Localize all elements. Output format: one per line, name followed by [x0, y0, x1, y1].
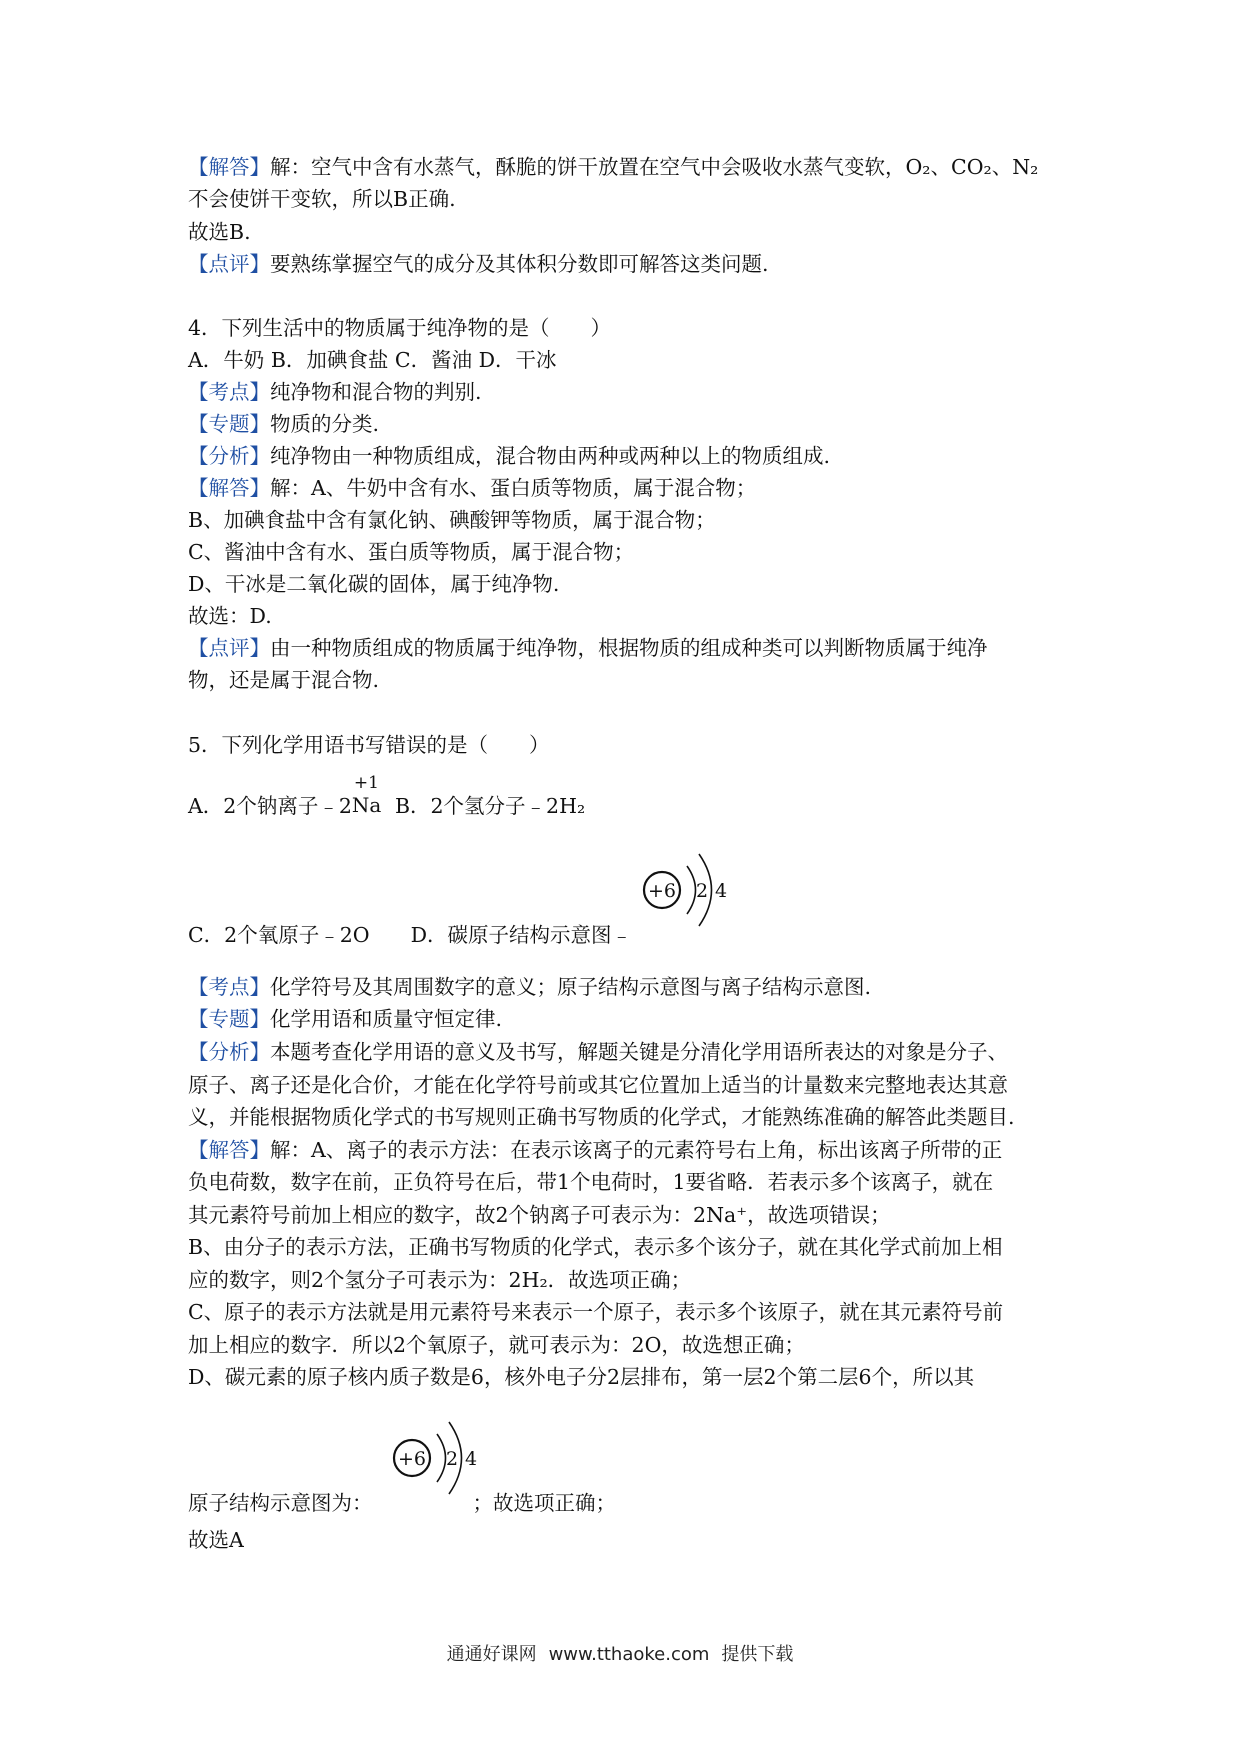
answer-tag: 【解答】 [188, 1138, 270, 1162]
q5-fenxi-3: 义，并能根据物质化学式的书写规则正确书写物质的化学式，才能熟练准确的解答此类题目. [188, 1105, 1015, 1129]
q5-kaodian-line [188, 977, 871, 998]
q4-comment-line [188, 638, 988, 659]
q4-options: A．牛奶 B．加碘食盐 C．酱油 D．干冰 [188, 348, 557, 372]
q5-fenxi-1: 本题考查化学用语的意义及书写，解题关键是分清化学用语所表达的对象是分子、 [270, 1040, 1008, 1064]
comment-tag: 【点评】 [188, 252, 270, 276]
q5-ans-7: 加上相应的数字．所以2个氧原子，就可表示为：2O，故选想正确； [188, 1333, 805, 1357]
kaodian-tag: 【考点】 [188, 380, 270, 404]
q5-ans-3: 其元素符号前加上相应的数字，故2个钠离子可表示为：2Na⁺，故选项错误； [188, 1203, 891, 1227]
shell-2-count: 4 [464, 1448, 478, 1470]
q3-comment-line [188, 254, 769, 275]
q5-ans-9-post: ；故选项正确； [472, 1491, 616, 1515]
shell-arc-1 [437, 1434, 446, 1482]
q5-ans-8: D、碳元素的原子核内质子数是6，核外电子分2层排布，第一层2个第二层6个，所以其 [188, 1365, 975, 1389]
fenxi-tag: 【分析】 [188, 444, 270, 468]
page-footer [0, 1640, 1240, 1666]
q4-comment-1: 由一种物质组成的物质属于纯净物，根据物质的组成种类可以判断物质属于纯净 [270, 636, 988, 660]
q3-comment-text: 要熟练掌握空气的成分及其体积分数即可解答这类问题. [270, 252, 769, 276]
q5-answer-line [188, 1140, 1002, 1161]
na-valence-symbol [351, 773, 382, 817]
q5-choice: 故选A [188, 1528, 244, 1552]
q5-ans-2: 负电荷数，数字在前，正负符号在后，带1个电荷时，1要省略．若表示多个该离子，就在 [188, 1170, 994, 1194]
shell-1-count: 2 [695, 880, 709, 902]
q4-answer-a: 解：A、牛奶中含有水、蛋白质等物质，属于混合物； [270, 476, 757, 500]
q5-opt-a-prefix: A．2个钠离子﹣2 [188, 794, 352, 818]
q3-answer-cont: 不会使饼干变软，所以B正确. [188, 187, 456, 211]
answer-tag: 【解答】 [188, 476, 270, 500]
q4-stem: 4．下列生活中的物质属于纯净物的是（ ） [188, 316, 612, 340]
kaodian-tag: 【考点】 [188, 975, 270, 999]
q5-kaodian-text: 化学符号及其周围数字的意义；原子结构示意图与离子结构示意图. [270, 975, 872, 999]
shell-1-count: 2 [445, 1448, 459, 1470]
q3-answer-line [188, 157, 1038, 178]
q5-ans-4: B、由分子的表示方法，正确书写物质的化学式，表示多个该分子，就在其化学式前加上相 [188, 1235, 1003, 1259]
answer-tag: 【解答】 [188, 155, 270, 179]
q4-fenxi-line [188, 446, 830, 467]
footer-site: 通通好课网 [446, 1644, 537, 1665]
q3-choice: 故选B. [188, 220, 251, 244]
footer-url[interactable]: www.tthaoke.com [548, 1644, 710, 1665]
q5-ans-1: 解：A、离子的表示方法：在表示该离子的元素符号右上角，标出该离子所带的正 [270, 1138, 1003, 1162]
q4-answer-b: B、加碘食盐中含有氯化钠、碘酸钾等物质，属于混合物； [188, 508, 716, 532]
zhuanti-tag: 【专题】 [188, 1007, 270, 1031]
q5-zhuanti-text: 化学用语和质量守恒定律. [270, 1007, 503, 1031]
q4-choice: 故选：D. [188, 604, 272, 628]
q5-fenxi-line [188, 1042, 1008, 1063]
zhuanti-tag: 【专题】 [188, 412, 270, 436]
q4-kaodian-line [188, 382, 482, 403]
nucleus-label: +6 [647, 880, 677, 902]
shell-2-count: 4 [714, 880, 728, 902]
q4-zhuanti-text: 物质的分类. [270, 412, 380, 436]
q5-zhuanti-line [188, 1009, 502, 1030]
comment-tag: 【点评】 [188, 636, 270, 660]
nucleus-label: +6 [397, 1448, 427, 1470]
q4-answer-line [188, 478, 756, 499]
q5-opt-b: B．2个氢分子﹣2H₂ [394, 794, 586, 818]
q3-answer-text: 解：空气中含有水蒸气，酥脆的饼干放置在空气中会吸收水蒸气变软，O₂、CO₂、N₂ [270, 155, 1039, 179]
q4-zhuanti-line [188, 414, 379, 435]
q5-ans-5: 应的数字，则2个氢分子可表示为：2H₂．故选项正确； [188, 1268, 692, 1292]
atom-structure-diagram-1 [632, 840, 728, 936]
q5-stem: 5．下列化学用语书写错误的是（ ） [188, 733, 550, 757]
q4-fenxi-text: 纯净物由一种物质组成，混合物由两种或两种以上的物质组成. [270, 444, 831, 468]
atom-structure-diagram-2 [382, 1408, 478, 1504]
q5-ans-6: C、原子的表示方法就是用元素符号来表示一个原子，表示多个该原子，就在其元素符号前 [188, 1300, 1004, 1324]
na-symbol: Na [351, 793, 382, 817]
q4-answer-c: C、酱油中含有水、蛋白质等物质，属于混合物； [188, 540, 635, 564]
q5-options-cd: C．2个氧原子﹣2O D．碳原子结构示意图﹣ [188, 923, 633, 947]
q5-options-ab [188, 773, 586, 818]
q5-ans-9-pre: 原子结构示意图为： [188, 1491, 373, 1515]
q4-kaodian-text: 纯净物和混合物的判别. [270, 380, 482, 404]
fenxi-tag: 【分析】 [188, 1040, 270, 1064]
q5-fenxi-2: 原子、离子还是化合价，才能在化学符号前或其它位置加上适当的计量数来完整地表达其意 [188, 1073, 1008, 1097]
footer-note: 提供下载 [721, 1644, 794, 1665]
q5-ans-9-line [188, 1493, 616, 1514]
q4-answer-d: D、干冰是二氧化碳的固体，属于纯净物. [188, 572, 560, 596]
shell-arc-1 [687, 866, 696, 914]
na-valence: +1 [353, 773, 379, 793]
q4-comment-2: 物，还是属于混合物. [188, 668, 380, 692]
